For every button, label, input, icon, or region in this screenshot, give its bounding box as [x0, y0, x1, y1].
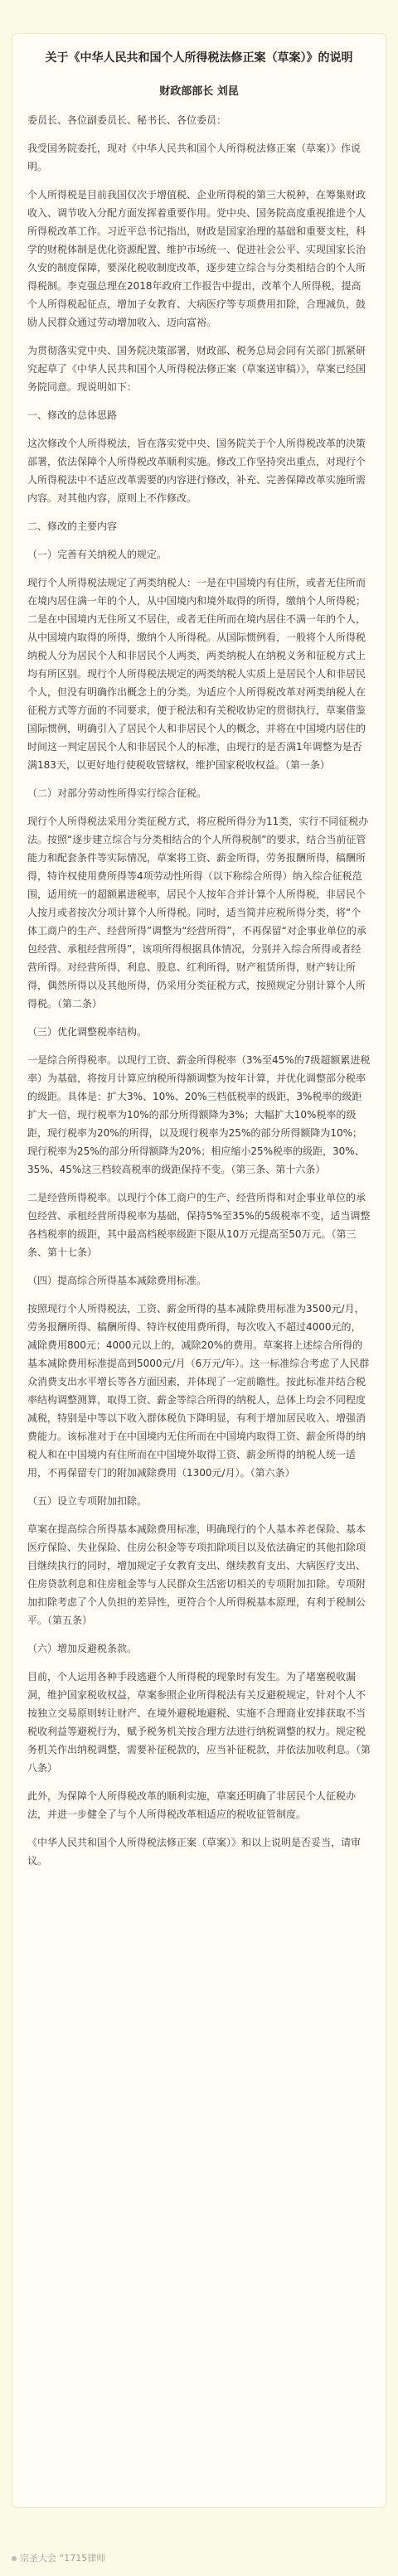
paragraph: 按照现行个人所得税法，工资、薪金所得的基本减除费用标准为3500元/月，劳务报酬所得、稿酬所得、特许权使用费所得，每次收入不超过4000元的，减除费用800元；4000元以上的，减除20%的费用。草案将上述综合所得的基本减除费用标准提高到5000元/月（6万元/年）。这一标准综合考虑了人民群众消费支出水平增长等各方面因素，并体现了一定前瞻性。按此标准并结合税率结构调整测算，取得工资、薪金等综合所得的纳税人，总体上均会不同程度减税，特别是中等以下收入群体税负下降明显，有利于增加居民收入、增强消费能力。该标准对于在中国境内无住所而在中国境内取得工资、薪金所得的纳税人和在中国境内有住所而在中国境外取得工资、薪金所得的纳税人统一适用，不再保留专门的附加减除费用（1300元/月）。（第六条）: [27, 1303, 370, 1479]
subsection-heading: （五）设立专项附加扣除。: [27, 1495, 148, 1507]
subsection-heading: （四）提高综合所得基本减除费用标准。: [27, 1275, 207, 1286]
paragraph: 草案在提高综合所得基本减除费用标准，明确现行的个人基本养老保险、基本医疗保险、失业保险、住房公积金等专项扣除项目以及依法确定的其他扣除项目继续执行的同时，增加规定子女教育支出、继续教育支出、大病医疗支出、住房贷款利息和住房租金等与人民群众生活密切相关的专项附加扣除。专项附加扣除考虑了个人负担的差异性，更符合个人所得税基本原理，有利于税制公平。（第五条）: [27, 1523, 366, 1626]
paragraph: 一是综合所得税率。以现行工资、薪金所得税率（3%至45%的7级超额累进税率）为基础，将按月计算应纳税所得额调整为按年计算，并优化调整部分税率的级距。具体是：扩大3%、10%、20%三档低税率的级距，3%税率的级距扩大一倍，现行税率为10%的部分所得额降为3%；大幅扩大10%税率的级距，现行税率为20%的所得，以及现行税率为25%的部分所得额降为10%；现行税率为25%的部分所得额降为20%；相应缩小25%税率的级距，30%、35%、45%这三档较高税率的级距保持不变。（第三条、第十六条）: [27, 1054, 371, 1175]
subsection-heading: （二）对部分劳动性所得实行综合征税。: [27, 787, 207, 799]
paragraph: 这次修改个人所得税法，旨在落实党中央、国务院关于个人所得税改革的决策部署，依法保障个人所得税改革顺利实施。修改工作坚持突出重点，对现行个人所得税法中不适应改革需要的内容进行修改，补充、完善保障改革实施所需内容。对其他内容，原则上不作修改。: [27, 438, 366, 504]
paragraph: 此外，为保障个人所得税改革的顺利实施，草案还明确了非居民个人征税办法，并进一步健全了与个人所得税改革相适应的税收征管制度。: [27, 1790, 357, 1820]
paragraph: 二是经营所得税率。以现行个体工商户的生产、经营所得和对企事业单位的承包经营、承租经营所得税率为基础，保持5%至35%的5级税率不变，适当调整各档税率的级距，其中最高档税率级距下限从10万元提高至50万元。（第三条、第十七条）: [27, 1192, 371, 1258]
document-title: 关于《中华人民共和国个人所得税法修正案（草案）》的说明: [45, 51, 353, 65]
document-body: [27, 111, 371, 1870]
article-card: [12, 33, 386, 2508]
section-heading: 二、修改的主要内容: [27, 521, 118, 532]
footer-text: 宗圣大会 “1715律师: [20, 2553, 106, 2564]
paragraph: 我受国务院委托，现对《中华人民共和国个人所得税法修正案（草案）》作说明。: [27, 143, 362, 172]
subsection-heading: （三）优化调整税率结构。: [27, 1026, 148, 1038]
paragraph: 现行个人所得税法采用分类征税方式，将应税所得分为11类，实行不同征税办法。按照“逐步建立综合与分类相结合的个人所得税制”的要求，结合当前征管能力和配套条件等实际情况，草案将工资、薪金所得，劳务报酬所得，稿酬所得，特许权使用费所得等4项劳动性所得（以下称综合所得）纳入综合征税范围，适用统一的超额累进税率，居民个人按年合并计算个人所得税，非居民个人按月或者按次分项计算个人所得税。同时，适当简并应税所得分类，将“个体工商户的生产、经营所得”调整为“经营所得”，不再保留“对企事业单位的承包经营、承租经营所得”，该项所得根据具体情况，分别并入综合所得或者经营所得。对经营所得，利息、股息、红利所得，财产租赁所得，财产转让所得，偶然所得以及其他所得，仍采用分类征税方式，按照规定分别计算个人所得税。（第二条）: [27, 816, 369, 1010]
paragraph: 现行个人所得税法规定了两类纳税人：一是在中国境内有住所，或者无住所而在境内居住满一年的个人，从中国境内和境外取得的所得，缴纳个人所得税；二是在中国境内无住所又不居住，或者无住所而在境内居住不满一年的个人，从中国境内取得的所得，缴纳个人所得税。从国际惯例看，一般将个人所得税纳税人分为居民个人和非居民个人两类，两类纳税人在纳税义务和征税方式上均有所区别。现行个人所得税法规定的两类纳税人实质上是居民个人和非居民个人，但没有明确作出概念上的分类。为适应个人所得税改革对两类纳税人在征税方式等方面的不同要求，便于税法和有关税收协定的贯彻执行，草案借鉴国际惯例，明确引入了居民个人和非居民个人的概念，并将在中国境内居住的时间这一判定居民个人和非居民个人的标准，由现行的是否满1年调整为是否满183天，以更好地行使税收管辖权，维护国家税收权益。（第一条）: [27, 577, 366, 771]
subsection-heading: （六）增加反避税条款。: [27, 1643, 138, 1654]
subsection-heading: （一）完善有关纳税人的规定。: [27, 549, 167, 560]
footer-source: [12, 2551, 105, 2564]
paragraph: 为贯彻落实党中央、国务院决策部署，财政部、税务总局会同有关部门抓紧研究起草了《中华人民共和国个人所得税法修正案（草案送审稿）》，草案已经国务院同意。现说明如下：: [27, 345, 366, 393]
paragraph: 委员长、各位副委员长、秘书长、各位委员：: [27, 114, 227, 126]
source-icon: [12, 2556, 17, 2561]
paragraph: 目前，个人运用各种手段逃避个人所得税的现象时有发生。为了堵塞税收漏洞，维护国家税收权益，草案参照企业所得税法有关反避税规定，针对个人不按独立交易原则转让财产、在境外避税地避税、实施不合理商业安排获取不当税收利益等避税行为，赋予税务机关按合理方法进行纳税调整的权力。规定税务机关作出纳税调整，需要补征税款的，应当补征税款，并依法加收利息。（第八条）: [27, 1671, 371, 1774]
document-author: 财政部部长 刘昆: [159, 85, 239, 98]
paragraph: 《中华人民共和国个人所得税法修正案（草案）》和以上说明是否妥当，请审议。: [27, 1837, 362, 1867]
section-heading: 一、修改的总体思路: [27, 409, 118, 421]
paragraph: 个人所得税是目前我国仅次于增值税、企业所得税的第三大税种，在筹集财政收入、调节收入分配方面发挥着重要作用。党中央、国务院高度重视推进个人所得税改革工作。习近平总书记指出，财政是国家治理的基础和重要支柱，科学的财税体制是优化资源配置、维护市场统一、促进社会公平、实现国家长治久安的制度保障，要深化税收制度改革，逐步建立综合与分类相结合的个人所得税制。李克强总理在2018年政府工作报告中提出，改革个人所得税，提高个人所得税起征点，增加子女教育、大病医疗等专项费用扣除，合理减负，鼓励人民群众通过劳动增加收入、迈向富裕。: [27, 189, 366, 328]
